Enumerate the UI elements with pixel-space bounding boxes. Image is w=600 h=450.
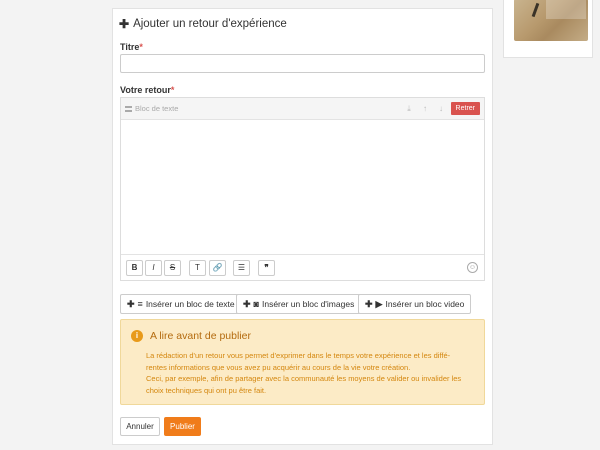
titre-label <box>120 42 143 52</box>
move-up-icon[interactable]: ↑ <box>423 104 427 113</box>
insert-video-block-button[interactable] <box>358 294 471 314</box>
quote-button[interactable]: ❞ <box>258 260 275 276</box>
insert-text-block-button[interactable] <box>120 294 242 314</box>
block-type-label: Bloc de texte <box>135 104 179 113</box>
alert-title-text: A lire avant de publier <box>150 330 251 342</box>
emoji-icon[interactable]: ☺ <box>468 264 477 271</box>
heading-button[interactable]: T <box>189 260 206 276</box>
alert-title <box>131 330 251 342</box>
block-type <box>125 104 178 113</box>
alert-line: Ceci, par exemple, afin de partager avec la communauté les moyens de valider ou invalider les <box>146 374 462 383</box>
titre-input[interactable] <box>120 54 485 73</box>
text-block-icon <box>125 106 132 112</box>
text-block-icon: ≡ <box>137 299 143 309</box>
remove-block-button[interactable]: Retrer <box>451 102 480 115</box>
editor-block-header <box>121 98 484 120</box>
form-title-text: Ajouter un retour d'expérience <box>133 18 287 30</box>
insert-video-block-label: Insérer un bloc video <box>385 299 465 309</box>
alert-line: rentes informations que vous avez pu acquérir au cours de la vie votre création. <box>146 362 411 372</box>
rich-text-editor <box>120 97 485 281</box>
plus-icon: ✚ <box>127 298 135 309</box>
camera-icon: ◙ <box>253 299 259 309</box>
italic-button[interactable]: I <box>145 260 162 276</box>
form-title <box>119 17 287 31</box>
info-icon: i <box>131 330 143 342</box>
plus-icon: ✚ <box>243 298 251 309</box>
video-icon: ▶ <box>375 298 383 309</box>
editor-textarea[interactable] <box>121 120 484 256</box>
required-mark: * <box>170 85 175 95</box>
retour-label-text: Votre retour <box>120 85 171 95</box>
alert-line: La rédaction d'un retour vous permet d'exprimer dans le temps votre expérience et les diffé- <box>146 351 451 360</box>
bold-button[interactable]: B <box>126 260 143 276</box>
publish-button[interactable]: Publier <box>164 417 201 436</box>
plus-icon: ✚ <box>365 298 373 309</box>
required-mark: * <box>139 42 143 52</box>
insert-text-block-label: Insérer un bloc de texte <box>145 299 235 309</box>
plus-icon: ✚ <box>119 17 130 31</box>
feedback-form-panel <box>112 8 493 445</box>
strikethrough-button[interactable]: S <box>164 260 181 276</box>
cancel-button[interactable]: Annuler <box>120 417 160 436</box>
insert-image-block-button[interactable] <box>236 294 361 314</box>
retour-label <box>120 85 174 95</box>
preview-thumbnail[interactable] <box>514 0 588 41</box>
alert-body <box>146 350 481 396</box>
link-button[interactable]: 🔗 <box>209 260 226 276</box>
titre-label-text: Titre <box>120 42 140 52</box>
alert-line: choix techniques qui ont pu être fait. <box>146 385 267 395</box>
download-icon[interactable]: ⤓ <box>407 104 411 113</box>
move-down-icon[interactable]: ↓ <box>439 104 443 113</box>
list-button[interactable]: ☰ <box>233 260 250 276</box>
editor-toolbar <box>121 254 484 280</box>
side-preview-card <box>503 0 593 58</box>
insert-image-block-label: Insérer un bloc d'images <box>261 299 355 309</box>
publish-warning-alert <box>120 319 485 405</box>
